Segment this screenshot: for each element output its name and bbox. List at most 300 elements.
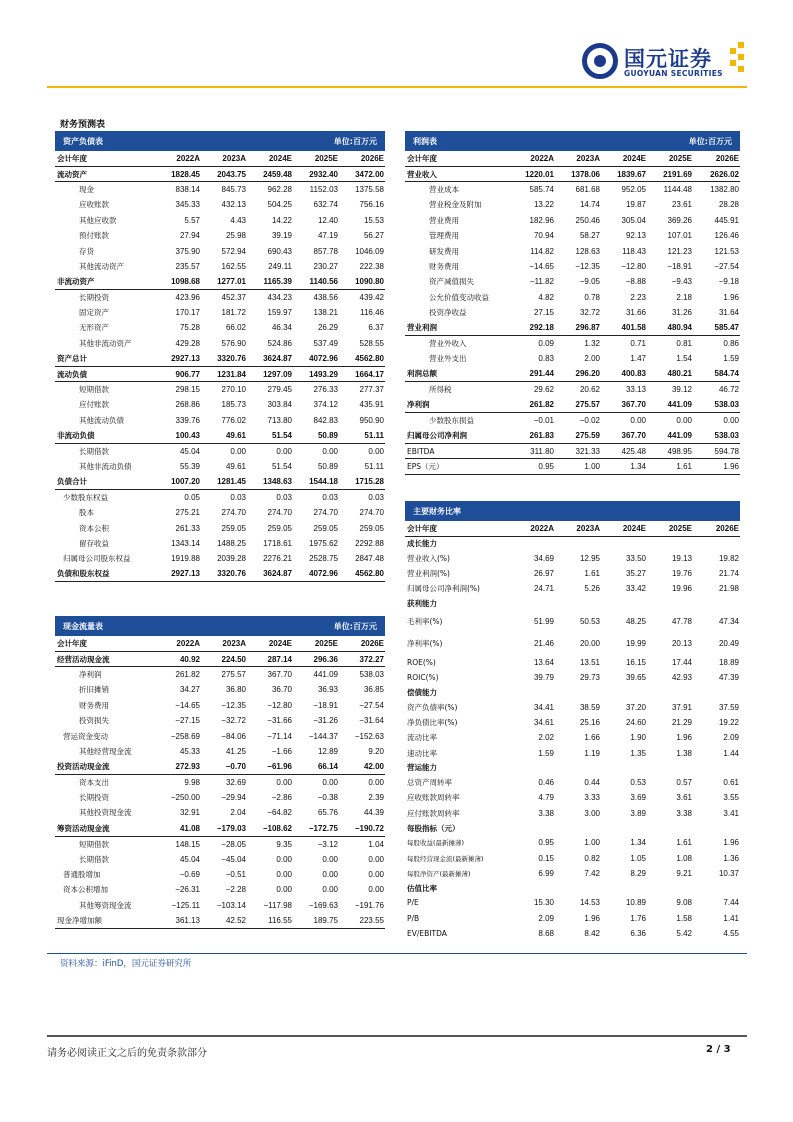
- year-header: 2026E: [339, 151, 385, 166]
- cell-value: −108.62: [247, 821, 293, 836]
- cell-value: 439.42: [359, 292, 384, 302]
- cell-value: 1.59: [723, 354, 739, 364]
- cell-value: −71.14: [267, 731, 292, 741]
- header-label: 会计年度: [55, 151, 155, 166]
- cell-value: 1488.25: [217, 538, 246, 548]
- row-label: 现金净增加额: [55, 913, 155, 928]
- cell-value: 31.26: [671, 308, 692, 318]
- cell-value: 19.76: [671, 568, 692, 578]
- table-row: [405, 566, 740, 581]
- cell-value: 19.99: [625, 639, 646, 649]
- table-header-row: [55, 151, 385, 166]
- cell-value: 272.93: [155, 759, 201, 774]
- cell-value: 45.33: [179, 746, 200, 756]
- cell-value: 305.04: [621, 215, 646, 225]
- cell-value: 51.54: [247, 428, 293, 443]
- table-row: [55, 259, 385, 274]
- cell-value: 1007.20: [155, 474, 201, 489]
- year-header: 2024E: [247, 151, 293, 166]
- cell-value: 259.05: [221, 523, 246, 533]
- cell-value: 1.08: [676, 853, 692, 863]
- cell-value: −0.02: [579, 416, 600, 426]
- table-row: [405, 397, 740, 412]
- table-row: [405, 775, 740, 790]
- table-row: [405, 699, 740, 714]
- cell-value: 1.34: [630, 838, 646, 848]
- cell-value: −9.18: [718, 277, 739, 287]
- cell-value: 1165.39: [247, 274, 293, 289]
- cell-value: 4.82: [538, 292, 554, 302]
- row-label: P/B: [407, 913, 420, 923]
- cell-value: 65.76: [317, 808, 338, 818]
- table-row: [55, 821, 385, 836]
- cell-value: 37.91: [671, 702, 692, 712]
- row-label: 投资活动现金流: [55, 759, 155, 774]
- cell-value: 2.09: [723, 733, 739, 743]
- cashflow-title: 现金流量表: [63, 621, 103, 631]
- cell-value: 1.54: [676, 354, 692, 364]
- table-row: [55, 913, 385, 928]
- logo-square-icon: [730, 60, 736, 66]
- table-row: [405, 881, 740, 895]
- cell-value: 1.04: [368, 839, 384, 849]
- cell-value: −3.12: [317, 839, 338, 849]
- page-title: 财务预测表: [60, 120, 106, 130]
- cell-value: 274.70: [359, 508, 384, 518]
- row-label: 归属母公司净利润: [405, 428, 509, 443]
- row-label: 净利率(%): [407, 639, 443, 649]
- table-row: [55, 290, 385, 305]
- header-divider: [47, 86, 747, 88]
- cell-value: 0.00: [322, 885, 338, 895]
- table-row: [55, 505, 385, 520]
- cell-value: 274.70: [221, 508, 246, 518]
- table-row: [55, 428, 385, 443]
- table-row: [55, 336, 385, 351]
- cell-value: 42.52: [201, 913, 247, 928]
- cell-value: −0.51: [225, 870, 246, 880]
- row-label: 营业收入: [405, 166, 509, 181]
- cell-value: 15.53: [363, 215, 384, 225]
- cell-value: 5.26: [584, 584, 600, 594]
- cell-value: 1.66: [584, 733, 600, 743]
- cell-value: −12.35: [221, 700, 246, 710]
- cell-value: 275.57: [555, 397, 601, 412]
- cell-value: 425.48: [601, 443, 647, 458]
- cell-value: 0.00: [368, 777, 384, 787]
- table-row: [55, 851, 385, 866]
- cell-value: 0.03: [322, 493, 338, 503]
- cell-value: 1.35: [630, 748, 646, 758]
- row-label: 其他投资现金流: [79, 808, 132, 818]
- cell-value: 441.09: [647, 397, 693, 412]
- year-header: 2024E: [601, 521, 647, 536]
- income-unit: 单位:百万元: [688, 136, 732, 146]
- cell-value: 0.82: [584, 853, 600, 863]
- cell-value: 1231.84: [201, 366, 247, 381]
- cell-value: 1220.01: [509, 166, 555, 181]
- cell-value: 261.33: [175, 523, 200, 533]
- table-row: [55, 667, 385, 682]
- table-row: [55, 698, 385, 713]
- row-label: 利润总额: [405, 366, 509, 381]
- cell-value: 44.39: [363, 808, 384, 818]
- cell-value: 504.25: [267, 200, 292, 210]
- cell-value: 3.69: [630, 793, 646, 803]
- cell-value: 36.80: [225, 685, 246, 695]
- cell-value: 4.43: [230, 215, 246, 225]
- cell-value: 250.46: [575, 215, 600, 225]
- row-label: 获利能力: [407, 599, 437, 609]
- cell-value: 3.61: [676, 793, 692, 803]
- table-row: [55, 567, 385, 582]
- balance-table: [55, 151, 385, 582]
- table-row: [405, 685, 740, 699]
- table-row: [55, 682, 385, 697]
- cell-value: 46.34: [271, 323, 292, 333]
- row-label: 股本: [79, 508, 94, 518]
- row-label: 非流动资产: [55, 274, 155, 289]
- cell-value: 49.61: [225, 462, 246, 471]
- table-row: [405, 182, 740, 197]
- cell-value: 121.53: [714, 246, 739, 256]
- cell-value: 528.55: [359, 338, 384, 348]
- table-row: [405, 305, 740, 320]
- cell-value: 185.73: [221, 400, 246, 410]
- cell-value: −179.03: [201, 821, 247, 836]
- cell-value: 56.27: [363, 231, 384, 241]
- row-label: 非流动负债: [55, 428, 155, 443]
- table-row: [405, 655, 740, 670]
- cell-value: 435.91: [359, 400, 384, 410]
- cell-value: 0.86: [723, 339, 739, 349]
- row-label: 其他流动负债: [79, 415, 124, 425]
- cell-value: 4.55: [723, 929, 739, 939]
- table-row: [55, 166, 385, 181]
- row-label: 净利润: [405, 397, 509, 412]
- cell-value: 31.64: [718, 308, 739, 318]
- cell-value: 33.50: [625, 553, 646, 563]
- row-label: 少数股东权益: [63, 493, 108, 503]
- cell-value: 311.80: [509, 443, 555, 458]
- cell-value: 36.70: [271, 685, 292, 695]
- row-label: 资产负债率(%): [407, 702, 458, 712]
- cell-value: 401.58: [601, 320, 647, 335]
- company-name-cn: 国元证券: [624, 47, 712, 71]
- cell-value: 1.41: [723, 913, 739, 923]
- year-header: 2023A: [555, 151, 601, 166]
- cell-value: 42.93: [671, 673, 692, 683]
- source-divider: [47, 953, 747, 954]
- cell-value: 249.11: [268, 261, 292, 271]
- cell-value: 962.28: [267, 185, 292, 195]
- cell-value: 50.89: [317, 462, 338, 471]
- cell-value: 21.29: [671, 717, 692, 727]
- cell-value: 13.64: [533, 657, 554, 667]
- cell-value: 1.44: [723, 748, 739, 758]
- cell-value: 1144.48: [663, 185, 692, 195]
- cell-value: 222.38: [359, 261, 384, 271]
- table-row: [405, 835, 740, 850]
- cell-value: −12.80: [267, 700, 292, 710]
- cell-value: 1828.45: [155, 166, 201, 181]
- cell-value: 296.87: [555, 320, 601, 335]
- cell-value: −27.54: [359, 700, 384, 710]
- row-label: 留存收益: [79, 538, 109, 548]
- cell-value: 5.42: [676, 929, 692, 939]
- cell-value: 498.95: [647, 443, 693, 458]
- cell-value: 92.13: [625, 231, 646, 241]
- cell-value: 1.34: [601, 459, 647, 474]
- table-row: [405, 197, 740, 212]
- cell-value: 367.70: [601, 397, 647, 412]
- table-row: [55, 443, 385, 458]
- cell-value: 21.46: [533, 639, 554, 649]
- cell-value: −8.88: [625, 277, 646, 287]
- row-label: 财务费用: [429, 261, 459, 271]
- table-row: [405, 228, 740, 243]
- cell-value: 3624.87: [247, 351, 293, 366]
- row-label: 毛利率(%): [407, 617, 443, 627]
- cell-value: −11.82: [529, 277, 554, 287]
- year-header: 2026E: [693, 151, 740, 166]
- row-label: 资本公积: [79, 523, 109, 533]
- cell-value: 339.76: [175, 415, 200, 425]
- cell-value: −125.11: [171, 900, 200, 910]
- header-label: 会计年度: [55, 636, 155, 651]
- cell-value: 4.79: [538, 793, 554, 803]
- balance-unit: 单位:百万元: [333, 136, 377, 146]
- cell-value: 0.05: [184, 493, 200, 503]
- table-row: [405, 536, 740, 550]
- cell-value: 8.42: [584, 929, 600, 939]
- cell-value: 6.99: [538, 869, 554, 879]
- row-label: 偿债能力: [407, 687, 437, 697]
- cell-value: 1975.62: [309, 538, 338, 548]
- cell-value: 0.09: [538, 339, 554, 349]
- cell-value: 594.78: [693, 443, 740, 458]
- cell-value: 36.93: [317, 685, 338, 695]
- cell-value: 2528.75: [309, 554, 338, 564]
- cell-value: −0.38: [317, 793, 338, 803]
- cell-value: 261.83: [509, 428, 555, 443]
- income-table: [405, 151, 740, 475]
- year-header: 2022A: [155, 636, 201, 651]
- cell-value: −32.72: [221, 716, 246, 726]
- row-label: 流动比率: [407, 733, 437, 743]
- row-label: EV/EBITDA: [407, 929, 447, 939]
- table-row: [405, 213, 740, 228]
- table-header-row: [405, 521, 740, 536]
- table-row: [55, 759, 385, 774]
- cell-value: 39.65: [625, 673, 646, 683]
- cell-value: 10.89: [625, 898, 646, 908]
- cell-value: 296.36: [293, 651, 339, 666]
- year-header: 2023A: [201, 636, 247, 651]
- cell-value: 33.42: [625, 584, 646, 594]
- cell-value: −169.63: [308, 900, 338, 910]
- table-row: [55, 397, 385, 412]
- cell-value: 0.00: [368, 854, 384, 864]
- cell-value: 35.27: [625, 568, 646, 578]
- income-statement-panel: [405, 131, 740, 475]
- cell-value: 0.00: [276, 446, 292, 456]
- table-row: [55, 836, 385, 851]
- table-row: [405, 715, 740, 730]
- table-row: [405, 443, 740, 458]
- cell-value: 19.82: [718, 553, 739, 563]
- cell-value: 303.84: [267, 400, 292, 410]
- logo-emblem-icon: [582, 43, 618, 79]
- row-label: 其他流动资产: [79, 261, 124, 271]
- cell-value: 0.00: [230, 446, 246, 456]
- cell-value: −2.28: [225, 885, 246, 895]
- cell-value: 268.86: [175, 400, 200, 410]
- cell-value: 1382.80: [710, 185, 739, 195]
- page-number: 2 / 3: [706, 1044, 731, 1055]
- cell-value: 270.10: [221, 385, 246, 395]
- footer-divider: [47, 1035, 747, 1037]
- row-label: 每股指标（元）: [407, 823, 460, 833]
- cell-value: 2847.48: [355, 554, 384, 564]
- row-label: 其他非流动资产: [79, 338, 132, 348]
- cell-value: 42.00: [339, 759, 385, 774]
- cell-value: 524.86: [267, 338, 292, 348]
- cell-value: 75.28: [179, 323, 200, 333]
- cell-value: 235.57: [175, 261, 200, 271]
- table-row: [405, 274, 740, 289]
- cell-value: 842.83: [313, 415, 338, 425]
- cell-value: 429.28: [175, 338, 200, 348]
- cell-value: 445.91: [714, 215, 739, 225]
- cell-value: 0.00: [322, 446, 338, 456]
- row-label: 每股经营现金流(最新摊薄): [407, 854, 484, 863]
- cell-value: 2.09: [538, 913, 554, 923]
- cell-value: 0.44: [584, 778, 600, 788]
- table-row: [405, 895, 740, 910]
- cell-value: 438.56: [313, 292, 338, 302]
- cell-value: 0.03: [368, 493, 384, 503]
- cell-value: 118.43: [622, 246, 646, 256]
- cell-value: 58.27: [579, 231, 600, 241]
- table-row: [55, 713, 385, 728]
- cell-value: 15.30: [533, 898, 554, 908]
- cell-value: 29.62: [533, 385, 554, 395]
- cell-value: 19.22: [718, 717, 739, 727]
- row-label: 预付账款: [79, 231, 109, 241]
- table-row: [55, 805, 385, 820]
- row-label: 应收账款周转率: [407, 793, 460, 803]
- cell-value: 12.40: [317, 215, 338, 225]
- cell-value: 2292.88: [355, 538, 384, 548]
- source-note: 资料来源：iFinD，国元证券研究所: [60, 959, 192, 969]
- cell-value: 259.05: [359, 523, 384, 533]
- cell-value: 0.81: [676, 339, 692, 349]
- table-row: [55, 490, 385, 505]
- cell-value: 259.05: [267, 523, 292, 533]
- cell-value: 0.00: [322, 854, 338, 864]
- cell-value: 51.99: [533, 617, 554, 627]
- cell-value: −28.05: [221, 839, 246, 849]
- row-label: 速动比率: [407, 748, 437, 758]
- table-row: [405, 633, 740, 655]
- table-row: [55, 213, 385, 228]
- table-row: [405, 866, 740, 881]
- cell-value: 845.73: [221, 185, 246, 195]
- cell-value: 1544.18: [293, 474, 339, 489]
- cell-value: −144.37: [308, 731, 338, 741]
- cell-value: 1715.28: [339, 474, 385, 489]
- row-label: 其他经营现金流: [79, 746, 132, 756]
- cell-value: 0.00: [322, 777, 338, 787]
- cell-value: 189.75: [293, 913, 339, 928]
- row-label: 应付账款周转率: [407, 808, 460, 818]
- cell-value: 1152.03: [309, 185, 338, 195]
- year-header: 2026E: [693, 521, 740, 536]
- cell-value: 19.87: [625, 200, 646, 210]
- row-label: 成长能力: [407, 539, 437, 549]
- cell-value: 538.03: [693, 428, 740, 443]
- row-label: 管理费用: [429, 231, 459, 241]
- cell-value: 0.61: [723, 778, 739, 788]
- cell-value: 26.97: [533, 568, 554, 578]
- cell-value: 1493.29: [293, 366, 339, 381]
- cell-value: 47.34: [718, 617, 739, 627]
- cell-value: 1090.80: [339, 274, 385, 289]
- cell-value: 0.00: [368, 870, 384, 880]
- table-row: [55, 459, 385, 474]
- table-row: [405, 336, 740, 351]
- row-label: EPS（元）: [405, 459, 509, 474]
- cell-value: 1.38: [676, 748, 692, 758]
- cell-value: 345.33: [175, 200, 200, 210]
- cell-value: 1839.67: [601, 166, 647, 181]
- cell-value: 3.89: [630, 808, 646, 818]
- company-name-en: GUOYUAN SECURITIES: [624, 69, 723, 78]
- cell-value: 25.98: [225, 231, 246, 241]
- row-label: 财务费用: [79, 700, 109, 710]
- row-label: 少数股东损益: [429, 416, 474, 426]
- year-header: 2025E: [293, 151, 339, 166]
- year-header: 2026E: [339, 636, 385, 651]
- row-label: 负债和股东权益: [55, 567, 155, 582]
- cell-value: 584.74: [693, 366, 740, 381]
- cell-value: 1.96: [693, 459, 740, 474]
- cell-value: 9.21: [676, 869, 692, 879]
- row-label: 营业外支出: [429, 354, 467, 364]
- cell-value: 276.33: [313, 385, 338, 395]
- row-label: EBITDA: [405, 443, 509, 458]
- cell-value: −250.00: [170, 793, 200, 803]
- cell-value: 275.57: [221, 670, 246, 680]
- cell-value: 34.27: [179, 685, 200, 695]
- cell-value: 29.73: [579, 673, 600, 683]
- row-label: 其他应收款: [79, 215, 117, 225]
- balance-sheet-panel: [55, 131, 385, 582]
- cell-value: 70.94: [533, 231, 554, 241]
- row-label: 估值比率: [407, 883, 437, 893]
- cell-value: −9.43: [671, 277, 692, 287]
- cell-value: 681.68: [575, 185, 600, 195]
- row-label: 长期投资: [79, 292, 109, 302]
- cell-value: 361.13: [155, 913, 201, 928]
- cell-value: 9.08: [676, 898, 692, 908]
- row-label: 资本公积增加: [63, 885, 108, 895]
- cell-value: 20.13: [671, 639, 692, 649]
- cell-value: −117.98: [263, 900, 292, 910]
- cell-value: 585.74: [529, 185, 554, 195]
- row-label: 营运资金变动: [63, 731, 108, 741]
